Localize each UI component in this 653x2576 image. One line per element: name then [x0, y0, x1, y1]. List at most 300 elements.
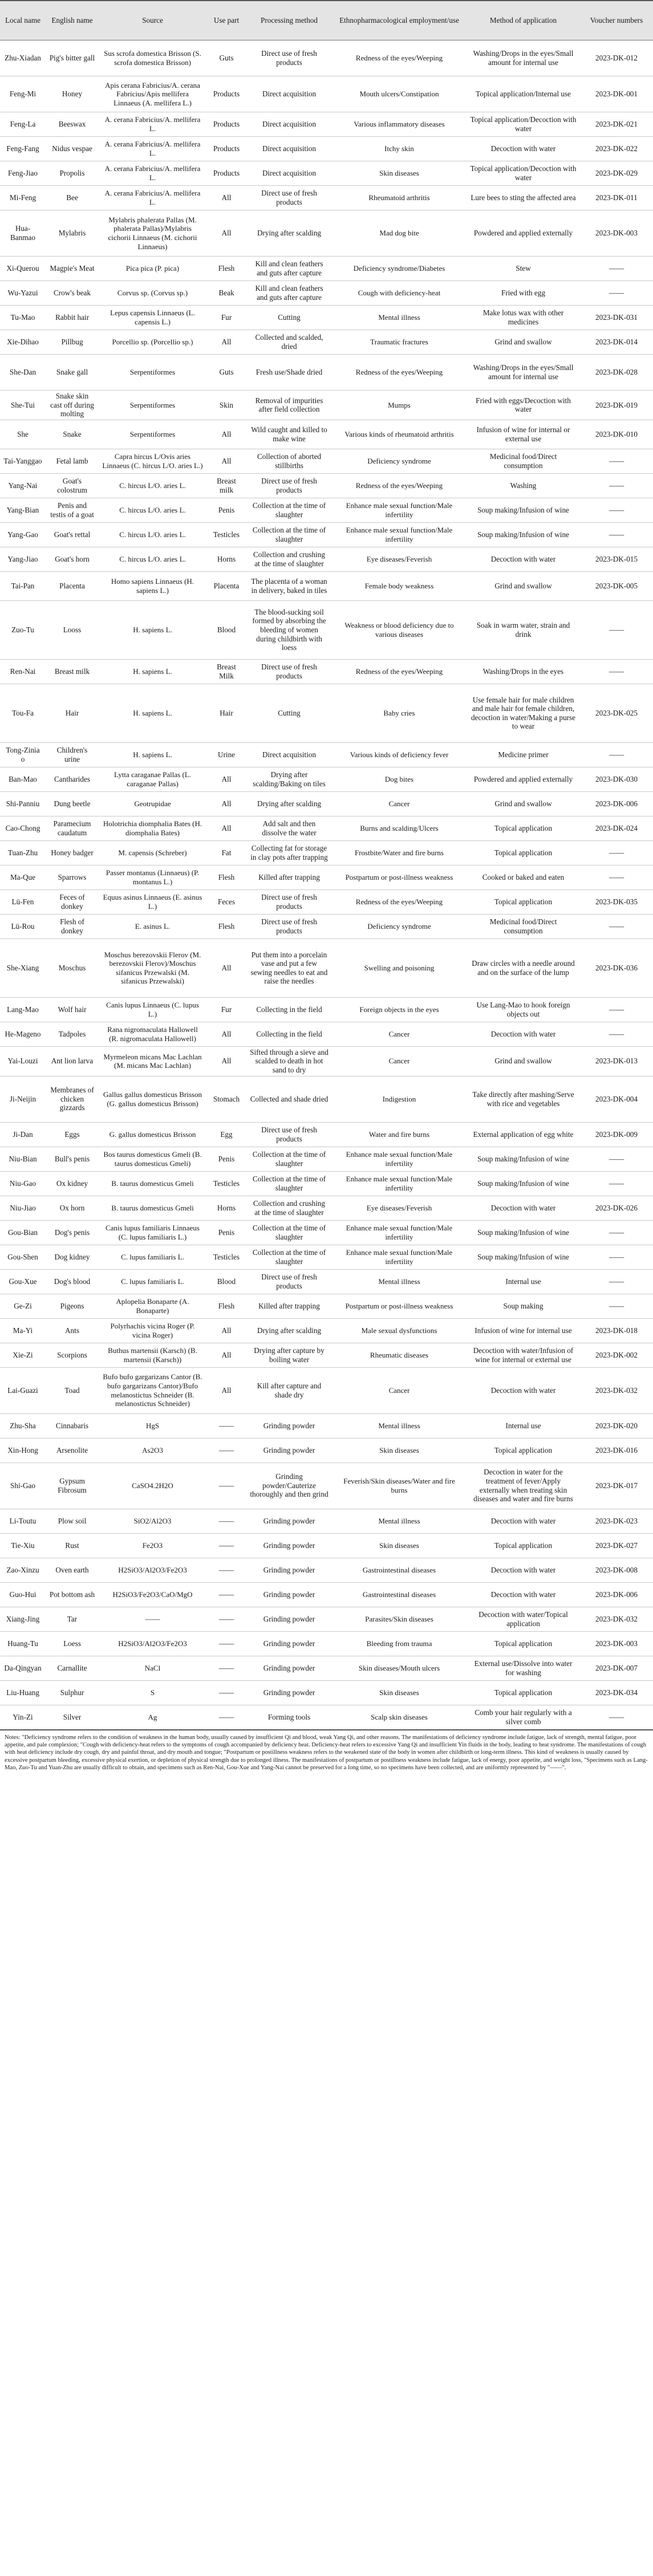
voucher-number-cell: ——	[609, 456, 624, 465]
local-name-cell: Zhu-Xiadan	[5, 54, 41, 63]
english-name-cell: Snake skin cast off during molting	[50, 392, 94, 419]
ethnopharmacological-use-cell: Mad dog bite	[379, 229, 419, 238]
processing-method-cell: Collection at the time of slaughter	[252, 1223, 326, 1241]
english-name-cell: Pigeons	[60, 1301, 84, 1310]
local-name-cell: Cao-Chong	[5, 823, 40, 832]
ethnopharmacological-use-cell: Cancer	[388, 1385, 410, 1395]
english-name-cell: Flesh of donkey	[60, 917, 84, 935]
voucher-number-cell: ——	[609, 1252, 624, 1261]
processing-method-cell: Collection at the time of slaughter	[252, 501, 326, 519]
processing-method-cell: Direct use of fresh products	[261, 1125, 317, 1143]
processing-method-cell: Direct acquisition	[262, 144, 317, 153]
english-name-cell: Penis and testis of a goat	[50, 501, 94, 519]
table-row	[0, 355, 653, 391]
application-method-cell: Stew	[516, 264, 531, 273]
application-method-cell: Soup making/Infusion of wine	[477, 1154, 569, 1163]
application-method-cell: External application of egg white	[473, 1129, 574, 1139]
table-row	[0, 684, 653, 742]
application-method-cell: Decoction with water/Topical application	[478, 1610, 568, 1628]
processing-method-cell: Removal of impurities after field collection	[255, 396, 323, 414]
english-name-cell: Tar	[67, 1614, 78, 1623]
use-part-cell: Flesh	[218, 921, 235, 931]
use-part-cell: ——	[218, 1421, 234, 1430]
column-header: Local name	[0, 1, 46, 40]
source-cell: H. sapiens L.	[133, 750, 172, 759]
table-row	[0, 571, 653, 600]
table-row	[0, 1022, 653, 1046]
application-method-cell: Decoction with water	[490, 1385, 556, 1395]
voucher-number-cell: 2023-DK-034	[595, 1688, 638, 1697]
table-row	[0, 391, 653, 420]
use-part-cell: All	[221, 1350, 232, 1359]
table-row	[0, 1269, 653, 1294]
source-cell: Lepus capensis Linnaeus (L. capensis L.)	[110, 308, 195, 326]
source-cell: H2SiO3/Al2O3/Fe2O3	[118, 1565, 187, 1574]
ethnopharmacological-use-cell: Deficiency syndrome	[367, 921, 431, 931]
english-name-cell: Loess	[63, 1639, 81, 1648]
use-part-cell: Breast milk	[217, 477, 236, 494]
use-part-cell: Beak	[218, 289, 234, 298]
local-name-cell: Gou-Shen	[7, 1252, 38, 1261]
source-cell: NaCl	[144, 1663, 161, 1672]
table-row	[0, 1220, 653, 1245]
ethnopharmacological-use-cell: Scalp skin diseases	[371, 1712, 428, 1721]
english-name-cell: Goat's horn	[55, 554, 90, 563]
ethnopharmacological-use-cell: Redness of the eyes/Weeping	[355, 481, 443, 490]
table-row	[0, 1680, 653, 1705]
voucher-number-cell: 2023-DK-028	[595, 368, 638, 377]
local-name-cell: Tou-Fa	[12, 708, 34, 717]
voucher-number-cell: 2023-DK-010	[595, 429, 638, 438]
local-name-cell: Gou-Bian	[7, 1228, 38, 1237]
ethnopharmacological-use-cell: Parasites/Skin diseases	[365, 1614, 433, 1623]
ethnopharmacological-use-cell: Swelling and poisoning	[364, 963, 435, 972]
application-method-cell: Grind and swallow	[494, 581, 552, 590]
voucher-number-cell: 2023-DK-029	[595, 169, 638, 178]
ethnopharmacological-use-cell: Skin diseases/Mouth ulcers	[358, 1663, 440, 1672]
table-row	[0, 257, 653, 281]
application-method-cell: Soup making/Infusion of wine	[477, 1179, 569, 1188]
processing-method-cell: Collection at the time of slaughter	[252, 1174, 326, 1192]
table-row	[0, 1318, 653, 1343]
processing-method-cell: Killed after trapping	[258, 1301, 320, 1310]
english-name-cell: Nidus vespae	[52, 144, 92, 153]
table-row	[0, 1607, 653, 1631]
table-row	[0, 1343, 653, 1367]
voucher-number-cell: 2023-DK-006	[595, 799, 638, 808]
english-name-cell: Paramecium caudatum	[53, 819, 91, 837]
processing-method-cell: Wild caught and killed to make wine	[251, 425, 327, 443]
table-row	[0, 889, 653, 914]
voucher-number-cell: 2023-DK-035	[595, 897, 638, 906]
use-part-cell: Testicles	[213, 1179, 240, 1188]
column-header: Voucher numbers	[580, 1, 653, 40]
processing-method-cell: Forming tools	[267, 1712, 311, 1721]
english-name-cell: Mylabris	[58, 229, 86, 238]
column-header: English name	[46, 1, 99, 40]
ethnopharmacological-use-cell: Eye diseases/Feverish	[366, 554, 432, 563]
use-part-cell: ——	[218, 1712, 234, 1721]
table-row	[0, 76, 653, 112]
local-name-cell: Ren-Nai	[10, 667, 36, 676]
use-part-cell: Testicles	[213, 530, 240, 539]
source-cell: C. hircus L/O. aries L.	[119, 530, 186, 539]
english-name-cell: Fetal lamb	[56, 456, 88, 465]
voucher-number-cell: 2023-DK-020	[595, 1421, 638, 1430]
processing-method-cell: Collection of aborted stillbirths	[257, 452, 322, 470]
english-name-cell: Moschus	[58, 963, 86, 972]
use-part-cell: All	[221, 1385, 232, 1395]
local-name-cell: Zuo-Tu	[11, 625, 34, 634]
table-row	[0, 210, 653, 257]
application-method-cell: Soup making	[503, 1301, 544, 1310]
ethnopharmacological-use-cell: Various kinds of deficiency fever	[350, 750, 449, 759]
english-name-cell: Ants	[65, 1326, 79, 1335]
use-part-cell: All	[221, 1057, 232, 1066]
local-name-cell: Ban-Mao	[9, 774, 37, 783]
table-row	[0, 547, 653, 571]
application-method-cell: Decoction with water	[490, 554, 556, 563]
source-cell: Ag	[148, 1712, 157, 1721]
application-method-cell: Topical application	[494, 1639, 553, 1648]
processing-method-cell: Grinding powder	[263, 1421, 315, 1430]
ethnopharmacological-use-cell: Various kinds of rheumatoid arthritis	[344, 429, 454, 438]
table-row	[0, 659, 653, 684]
use-part-cell: Penis	[218, 1154, 235, 1163]
english-name-cell: Crow's beak	[53, 289, 91, 298]
processing-method-cell: Drying after capture by boiling water	[254, 1346, 325, 1364]
source-cell: Geotrupidae	[134, 799, 171, 808]
english-name-cell: Honey	[62, 90, 83, 99]
voucher-number-cell: 2023-DK-021	[595, 120, 638, 129]
processing-method-cell: Collected and shade dried	[250, 1094, 328, 1103]
source-cell: Moschus berezovskii Flerov (M. berezovskii Flerov)/Moschus sifanicus Przewalski (M. sifanicus Przewalski)	[104, 950, 201, 986]
ethnopharmacological-use-cell: Mental illness	[378, 1516, 420, 1525]
ethnopharmacological-use-cell: Skin diseases	[379, 1688, 419, 1697]
use-part-cell: Fat	[221, 848, 232, 857]
ethnopharmacological-use-cell: Traumatic fractures	[370, 338, 428, 347]
processing-method-cell: Kill and clean feathers and guts after capture	[255, 259, 323, 277]
use-part-cell: All	[221, 1029, 232, 1038]
voucher-number-cell: 2023-DK-014	[595, 338, 638, 347]
source-cell: H2SiO3/Al2O3/Fe2O3	[118, 1639, 187, 1648]
processing-method-cell: Collection and crushing at the time of slaughter	[253, 1198, 325, 1217]
use-part-cell: Products	[213, 120, 240, 129]
voucher-number-cell: 2023-DK-024	[595, 823, 638, 832]
use-part-cell: ——	[218, 1663, 234, 1672]
source-cell: Serpentiformes	[129, 429, 176, 438]
use-part-cell: Breast Milk	[217, 663, 236, 680]
local-name-cell: Ji-Neijin	[9, 1094, 36, 1103]
english-name-cell: Propolis	[59, 169, 85, 178]
use-part-cell: All	[221, 963, 232, 972]
application-method-cell: Topical application/Decoction with water	[470, 164, 577, 182]
ethnopharmacological-use-cell: Deficiency syndrome	[367, 456, 431, 465]
table-row	[0, 865, 653, 889]
processing-method-cell: Grinding powder	[263, 1614, 315, 1623]
ethnopharmacological-use-cell: Enhance male sexual function/Male infertility	[346, 526, 453, 543]
source-cell: Serpentiformes	[129, 368, 176, 377]
english-name-cell: Goat's colostrum	[57, 477, 87, 494]
table-row	[0, 1413, 653, 1438]
ethnopharmacological-use-cell: Postpartum or post-illness weakness	[345, 1301, 453, 1310]
processing-method-cell: Kill and clean feathers and guts after capture	[255, 284, 323, 302]
use-part-cell: All	[221, 429, 232, 438]
processing-method-cell: Grinding powder	[263, 1516, 315, 1525]
processing-method-cell: Direct use of fresh products	[261, 49, 317, 67]
voucher-number-cell: 2023-DK-009	[595, 1129, 638, 1139]
source-cell: CaSO4.2H2O	[132, 1481, 173, 1490]
application-method-cell: Comb your hair regularly with a silver comb	[474, 1708, 572, 1726]
english-name-cell: Cinnabaris	[55, 1421, 89, 1430]
voucher-number-cell: 2023-DK-026	[595, 1203, 638, 1212]
use-part-cell: ——	[218, 1565, 234, 1574]
table-row	[0, 306, 653, 330]
use-part-cell: ——	[218, 1688, 234, 1697]
voucher-number-cell: ——	[609, 1277, 624, 1286]
local-name-cell: Niu-Jiao	[10, 1203, 36, 1212]
voucher-number-cell: 2023-DK-002	[595, 1350, 638, 1359]
ethnopharmacological-use-cell: Dog bites	[384, 774, 414, 783]
source-cell: C. lupus familiaris L.	[121, 1277, 184, 1286]
voucher-number-cell: 2023-DK-032	[595, 1614, 638, 1623]
use-part-cell: Placenta	[213, 581, 240, 590]
local-name-cell: Guo-Hui	[9, 1590, 36, 1599]
english-name-cell: Ox kidney	[56, 1179, 88, 1188]
english-name-cell: Bull's penis	[54, 1154, 90, 1163]
table-row	[0, 767, 653, 791]
english-name-cell: Scorpions	[57, 1350, 87, 1359]
source-cell: Porcellio sp. (Porcellio sp.)	[112, 338, 193, 347]
source-cell: A. cerana Fabricius/A. mellifera L.	[104, 140, 201, 157]
source-cell: Capra hircus L/Ovis aries Linnaeus (C. hircus L/O. aries L.)	[102, 452, 203, 470]
application-method-cell: Fried with eggs/Decoction with water	[476, 396, 571, 414]
voucher-number-cell: 2023-DK-025	[595, 708, 638, 717]
source-cell: Gallus gallus domesticus Brisson (G. gallus domesticus Brisson)	[103, 1090, 202, 1108]
source-cell: A. cerana Fabricius/A. mellifera L.	[104, 189, 201, 206]
local-name-cell: Tai-Pan	[11, 581, 35, 590]
local-name-cell: Li-Toutu	[9, 1516, 36, 1525]
use-part-cell: Urine	[217, 750, 236, 759]
local-name-cell: She-Tui	[10, 400, 35, 409]
processing-method-cell: Collecting in the field	[256, 1029, 322, 1038]
use-part-cell: ——	[218, 1590, 234, 1599]
ethnopharmacological-use-cell: Bleeding from trauma	[366, 1639, 432, 1648]
source-cell: A. cerana Fabricius/A. mellifera L.	[104, 164, 201, 182]
voucher-number-cell: 2023-DK-019	[595, 400, 638, 409]
voucher-number-cell: ——	[609, 848, 624, 857]
application-method-cell: Topical application/Decoction with water	[470, 115, 577, 133]
english-name-cell: Bee	[66, 193, 78, 202]
use-part-cell: All	[221, 1326, 232, 1335]
table-row	[0, 1509, 653, 1533]
processing-method-cell: Collection at the time of slaughter	[252, 1149, 326, 1168]
ethnopharmacological-use-cell: Skin diseases	[379, 169, 419, 178]
ethnopharmacological-use-cell: Rheumatoid arthritis	[368, 193, 430, 202]
source-cell: Passer montanus (Linnaeus) (P. montanus L.)	[106, 868, 200, 886]
table-row	[0, 997, 653, 1022]
application-method-cell: Internal use	[505, 1421, 541, 1430]
use-part-cell: Skin	[219, 400, 234, 409]
table-row	[0, 1558, 653, 1582]
local-name-cell: Xiang-Jing	[6, 1614, 40, 1623]
application-method-cell: Decoction with water/Infusion of wine for internal or external use	[473, 1346, 574, 1364]
local-name-cell: He-Mageno	[5, 1029, 41, 1038]
ethnopharmacological-use-cell: Male sexual dysfunctions	[361, 1326, 437, 1335]
local-name-cell: Feng-Mi	[9, 90, 36, 99]
ethnopharmacological-use-cell: Enhance male sexual function/Male infertility	[346, 501, 453, 519]
ethnopharmacological-use-cell: Enhance male sexual function/Male infertility	[346, 1174, 453, 1192]
use-part-cell: Fur	[221, 313, 232, 322]
ethnopharmacological-use-cell: Cancer	[388, 1029, 410, 1038]
table-row	[0, 522, 653, 547]
source-cell: G. gallus domesticus Brisson	[109, 1129, 196, 1139]
ethnopharmacological-use-cell: Feverish/Skin diseases/Water and fire burns	[343, 1476, 455, 1494]
english-name-cell: Dog's blood	[54, 1277, 91, 1286]
source-cell: ——	[145, 1614, 160, 1623]
table-row	[0, 473, 653, 498]
ethnopharmacological-use-cell: Weakness or blood deficiency due to various diseases	[344, 621, 454, 639]
voucher-number-cell: ——	[609, 264, 624, 273]
processing-method-cell: Fresh use/Shade dried	[255, 368, 323, 377]
processing-method-cell: Drying after scalding/Baking on tiles	[253, 770, 326, 788]
local-name-cell: Shi-Gao	[10, 1481, 35, 1490]
table-row	[0, 112, 653, 137]
local-name-cell: Xie-Dihao	[7, 338, 39, 347]
voucher-number-cell: 2023-DK-031	[595, 313, 638, 322]
voucher-number-cell: 2023-DK-007	[595, 1663, 638, 1672]
ethnopharmacological-use-cell: Various inflammatory diseases	[354, 120, 445, 129]
source-cell: C. hircus L/O. aries L.	[119, 554, 186, 563]
use-part-cell: Hair	[220, 708, 233, 717]
local-name-cell: Yang-Bian	[6, 505, 39, 514]
table-row	[0, 1122, 653, 1147]
application-method-cell: Topical application	[494, 848, 553, 857]
ethnopharmacological-use-cell: Gastrointestinal diseases	[362, 1590, 436, 1599]
ethnopharmacological-use-cell: Redness of the eyes/Weeping	[355, 54, 443, 63]
ethnopharmacological-use-cell: Redness of the eyes/Weeping	[355, 368, 443, 377]
use-part-cell: Blood	[217, 625, 236, 634]
english-name-cell: Dung beetle	[54, 799, 91, 808]
local-name-cell: Lai-Guazi	[7, 1385, 38, 1395]
column-header: Ethnopharmacological employment/use	[332, 1, 467, 40]
ethnopharmacological-use-cell: Indigestion	[382, 1094, 416, 1103]
voucher-number-cell: 2023-DK-011	[595, 193, 638, 202]
english-name-cell: Toad	[64, 1385, 80, 1395]
use-part-cell: Horns	[217, 1203, 236, 1212]
source-cell: S	[150, 1688, 155, 1697]
voucher-number-cell: 2023-DK-013	[595, 1057, 638, 1066]
table-row	[0, 742, 653, 767]
table-row	[0, 1147, 653, 1171]
voucher-number-cell: ——	[609, 1179, 624, 1188]
processing-method-cell: Grinding powder	[263, 1541, 315, 1550]
use-part-cell: All	[221, 229, 232, 238]
processing-method-cell: The blood-sucking soil formed by absorbing the bleeding of women during childbirth with loess	[252, 607, 326, 652]
use-part-cell: Stomach	[213, 1094, 240, 1103]
english-name-cell: Dog's penis	[54, 1228, 90, 1237]
table-row	[0, 1438, 653, 1462]
table-row	[0, 1367, 653, 1413]
application-method-cell: Make lotus wax with other medicines	[482, 308, 564, 326]
english-name-cell: Pig's bitter gall	[49, 54, 95, 63]
processing-method-cell: Grinding powder	[263, 1565, 315, 1574]
use-part-cell: Products	[213, 169, 240, 178]
local-name-cell: Yang-Nai	[8, 481, 38, 490]
use-part-cell: ——	[218, 1639, 234, 1648]
application-method-cell: Grind and swallow	[494, 338, 552, 347]
processing-method-cell: Collecting fat for storage in clay pots after trapping	[250, 844, 328, 862]
processing-method-cell: Direct use of fresh products	[261, 663, 317, 680]
application-method-cell: Infusion of wine for internal or external use	[476, 425, 570, 443]
local-name-cell: Liu-Huang	[6, 1688, 39, 1697]
application-method-cell: Use female hair for male children and male hair for female children, decoction in water/Making a purse to wear	[471, 695, 576, 731]
voucher-number-cell: ——	[609, 1228, 624, 1237]
use-part-cell: Egg	[220, 1129, 233, 1139]
source-cell: Sus scrofa domestica Brisson (S. scrofa domestica Brisson)	[104, 49, 201, 67]
source-cell: Serpentiformes	[129, 400, 176, 409]
english-name-cell: Wolf hair	[58, 1005, 87, 1014]
processing-method-cell: Grinding powder	[263, 1663, 315, 1672]
ethnopharmacological-use-cell: Itchy skin	[384, 144, 414, 153]
ethnopharmacological-use-cell: Burns and scalding/Ulcers	[360, 823, 439, 832]
processing-method-cell: Direct use of fresh products	[261, 893, 317, 911]
application-method-cell: Washing/Drops in the eyes/Small amount for internal use	[473, 49, 574, 67]
processing-method-cell: Direct use of fresh products	[261, 917, 317, 935]
source-cell: H. sapiens L.	[133, 667, 172, 676]
source-cell: C. hircus L/O. aries L.	[119, 481, 186, 490]
local-name-cell: Niu-Gao	[9, 1179, 36, 1188]
local-name-cell: Xin-Hong	[7, 1445, 38, 1454]
source-cell: SiO2/Al2O3	[133, 1516, 172, 1525]
source-cell: B. taurus domesticus Gmeli	[111, 1203, 194, 1212]
voucher-number-cell: 2023-DK-030	[595, 774, 638, 783]
voucher-number-cell: ——	[609, 625, 624, 634]
source-cell: Mylabris phalerata Pallas (M. phalerata Pallas)/Mylabris cichorii Linnaeus (M. cichorii Linnaeus)	[108, 215, 197, 251]
table-row	[0, 449, 653, 473]
table-row	[0, 1245, 653, 1269]
use-part-cell: Guts	[219, 54, 234, 63]
english-name-cell: Membranes of chicken gizzards	[50, 1086, 94, 1112]
table-row	[0, 1046, 653, 1076]
table-row	[0, 1656, 653, 1680]
english-name-cell: Ant lion larva	[51, 1057, 94, 1066]
processing-method-cell: Killed after trapping	[258, 872, 320, 881]
voucher-number-cell: 2023-DK-016	[595, 1445, 638, 1454]
table-row	[0, 330, 653, 355]
ethnopharmacological-use-cell: Rheumatic diseases	[370, 1350, 429, 1359]
column-header: Source	[99, 1, 206, 40]
source-cell: E. asinus L.	[135, 921, 171, 931]
table-row	[0, 1171, 653, 1196]
local-name-cell: Huang-Tu	[7, 1639, 38, 1648]
voucher-number-cell: ——	[609, 921, 624, 931]
application-method-cell: Use Lang-Mao to hook foreign objects out	[476, 1001, 570, 1018]
processing-method-cell: Grinding powder	[263, 1688, 315, 1697]
application-method-cell: Grind and swallow	[494, 799, 552, 808]
ethnopharmacological-use-cell: Foreign objects in the eyes	[359, 1005, 439, 1014]
local-name-cell: Wu-Yazui	[7, 289, 38, 298]
use-part-cell: All	[221, 456, 232, 465]
ethnopharmacological-use-cell: Gastrointestinal diseases	[362, 1565, 436, 1574]
english-name-cell: Silver	[63, 1712, 82, 1721]
use-part-cell: Feces	[217, 897, 236, 906]
english-name-cell: Eggs	[64, 1129, 80, 1139]
processing-method-cell: Direct acquisition	[262, 90, 317, 99]
application-method-cell: Soup making/Infusion of wine	[477, 530, 569, 539]
voucher-number-cell: 2023-DK-008	[595, 1565, 638, 1574]
local-name-cell: Xie-Zi	[13, 1350, 33, 1359]
